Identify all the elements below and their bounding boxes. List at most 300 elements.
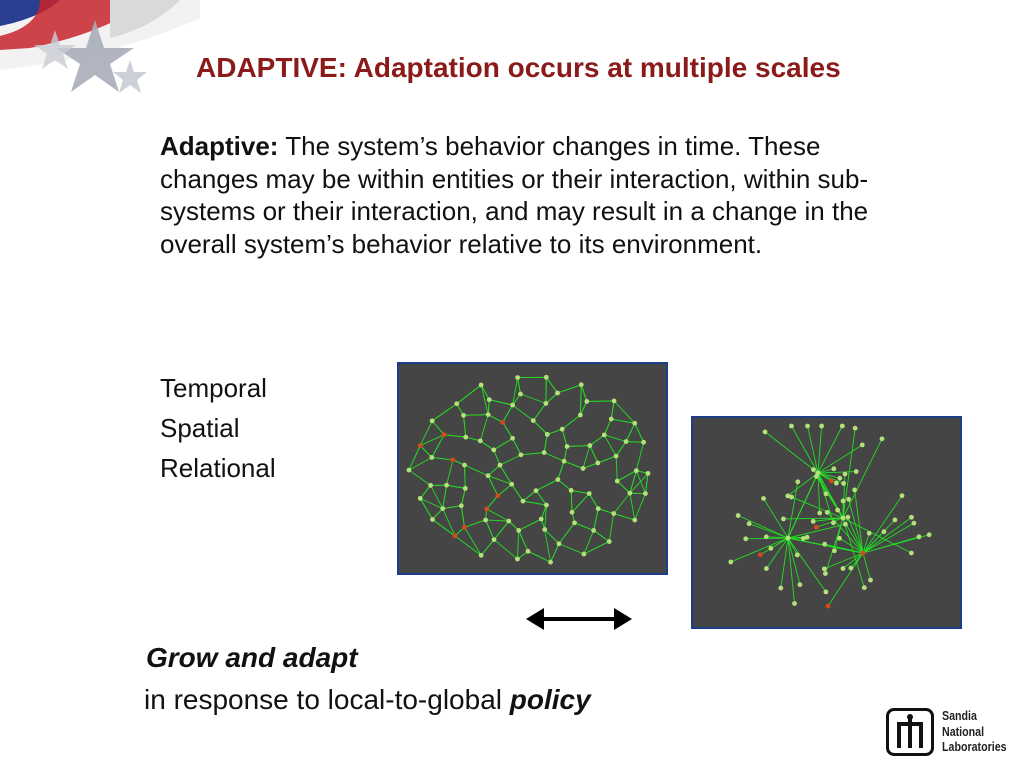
network-edge	[781, 538, 788, 588]
network-node	[846, 497, 851, 502]
network-node	[736, 513, 741, 518]
network-node	[459, 503, 464, 508]
network-edge	[517, 530, 518, 559]
network-edge	[546, 377, 557, 393]
network-node	[816, 471, 821, 476]
network-edge	[455, 536, 481, 555]
network-node	[743, 536, 748, 541]
caption-line-prefix: in response to local-to-global	[144, 684, 510, 715]
network-node	[486, 412, 491, 417]
network-edge	[519, 519, 542, 530]
network-edge	[443, 485, 447, 508]
network-node	[641, 440, 646, 445]
network-node	[837, 476, 842, 481]
network-node	[646, 471, 651, 476]
network-node	[761, 496, 766, 501]
network-edge	[609, 514, 614, 542]
network-node	[632, 421, 637, 426]
network-node	[595, 461, 600, 466]
network-node	[758, 552, 763, 557]
network-node	[867, 531, 872, 536]
network-node	[854, 469, 859, 474]
network-node	[516, 528, 521, 533]
network-node	[479, 383, 484, 388]
network-node	[492, 537, 497, 542]
network-node	[811, 467, 816, 472]
network-edge	[494, 540, 517, 559]
network-node	[487, 397, 492, 402]
network-edge	[594, 509, 599, 531]
network-edge	[558, 385, 582, 393]
network-edge	[788, 538, 800, 585]
network-node	[837, 536, 842, 541]
network-node	[768, 546, 773, 551]
network-edge	[587, 401, 614, 402]
network-edge	[635, 494, 646, 520]
network-node	[843, 472, 848, 477]
network-edge	[818, 426, 822, 473]
network-edge	[486, 520, 494, 540]
network-node	[461, 413, 466, 418]
network-edge	[420, 485, 430, 498]
network-edge	[617, 481, 630, 493]
network-edge	[604, 419, 611, 435]
network-edge	[443, 506, 462, 509]
network-edge	[447, 460, 453, 485]
network-edge	[551, 544, 559, 562]
network-node	[798, 582, 803, 587]
network-node	[861, 551, 866, 556]
network-node	[831, 520, 836, 525]
network-edge	[843, 439, 882, 518]
network-edge	[571, 490, 572, 512]
network-node	[824, 491, 829, 496]
network-edge	[559, 523, 575, 544]
network-node	[795, 479, 800, 484]
network-edge	[494, 521, 509, 540]
network-node	[491, 447, 496, 452]
network-edge	[432, 457, 453, 460]
network-node	[624, 439, 629, 444]
caption-line-emphasis: policy	[509, 684, 591, 715]
network-edge	[432, 435, 444, 458]
network-edge	[512, 484, 523, 501]
network-edge	[513, 405, 534, 421]
network-node	[509, 482, 514, 487]
network-node	[843, 522, 848, 527]
network-node	[442, 432, 447, 437]
network-edge	[447, 485, 466, 488]
network-node	[462, 525, 467, 530]
network-node	[824, 590, 829, 595]
network-edge	[843, 518, 911, 553]
network-node	[911, 521, 916, 526]
network-edge	[494, 450, 500, 465]
network-node	[817, 511, 822, 516]
network-node	[632, 518, 637, 523]
network-node	[526, 549, 531, 554]
network-edge	[626, 423, 635, 441]
network-edge	[464, 415, 489, 416]
network-node	[846, 515, 851, 520]
network-node	[557, 541, 562, 546]
network-edge	[562, 415, 580, 429]
network-edge	[536, 491, 546, 505]
network-node	[823, 571, 828, 576]
sandia-logo	[886, 706, 1014, 758]
network-edge	[614, 514, 635, 520]
network-edge	[559, 544, 584, 554]
network-node	[560, 427, 565, 432]
network-edge	[521, 394, 546, 403]
network-edge	[645, 473, 648, 493]
network-node	[440, 506, 445, 511]
network-edge	[635, 423, 644, 442]
network-edge	[498, 484, 512, 495]
definition-lead: Adaptive:	[160, 131, 279, 161]
network-edge	[544, 434, 547, 452]
network-edge	[464, 520, 485, 527]
network-edge	[598, 456, 616, 463]
network-edge	[581, 385, 587, 402]
network-edge	[432, 404, 457, 421]
network-node	[927, 532, 932, 537]
network-edge	[584, 542, 609, 554]
network-node	[581, 552, 586, 557]
logo-line-national: National	[942, 723, 985, 739]
network-node	[562, 459, 567, 464]
network-edge	[562, 429, 567, 446]
network-node	[814, 525, 819, 530]
network-edge	[409, 470, 431, 485]
network-node	[486, 473, 491, 478]
network-edge	[420, 421, 432, 446]
network-node	[495, 493, 500, 498]
network-edge	[528, 551, 551, 562]
network-node	[852, 488, 857, 493]
network-node	[825, 510, 830, 515]
network-edge	[494, 438, 513, 450]
network-node	[792, 601, 797, 606]
network-edge	[503, 405, 513, 422]
network-edge	[420, 446, 432, 458]
network-edge	[594, 530, 610, 541]
network-node	[643, 491, 648, 496]
network-edge	[616, 442, 626, 457]
network-node	[587, 443, 592, 448]
network-edge	[818, 426, 842, 473]
network-edge	[503, 422, 513, 438]
network-edge	[523, 491, 536, 501]
network-node	[778, 586, 783, 591]
network-node	[805, 424, 810, 429]
network-edge	[431, 485, 443, 508]
network-node	[454, 401, 459, 406]
network-node	[430, 418, 435, 423]
network-node	[484, 507, 489, 512]
network-node	[841, 516, 846, 521]
network-node	[534, 488, 539, 493]
network-node	[785, 493, 790, 498]
network-edge	[558, 480, 571, 491]
network-node	[764, 534, 769, 539]
scale-item-temporal: Temporal	[160, 373, 267, 403]
network-edge	[480, 441, 493, 450]
network-edge	[636, 471, 645, 494]
network-edge	[488, 415, 502, 423]
sandia-logo-text	[942, 708, 1007, 755]
network-node	[462, 463, 467, 468]
network-mesh-image	[397, 362, 668, 575]
network-node	[510, 403, 515, 408]
network-edge	[500, 455, 521, 465]
network-edge	[481, 540, 494, 556]
network-node	[596, 506, 601, 511]
network-node	[841, 566, 846, 571]
network-edge	[567, 446, 590, 447]
flag-star-decoration	[0, 0, 200, 130]
network-node	[900, 493, 905, 498]
network-node	[581, 466, 586, 471]
network-node	[569, 488, 574, 493]
network-node	[591, 528, 596, 533]
network-node	[479, 553, 484, 558]
scale-item-relational: Relational	[160, 453, 276, 483]
network-node	[628, 491, 633, 496]
network-node	[444, 483, 449, 488]
network-edge	[465, 465, 489, 476]
network-node	[909, 551, 914, 556]
network-edge	[818, 445, 862, 473]
network-edge	[863, 523, 914, 553]
network-node	[453, 534, 458, 539]
network-edge	[464, 527, 481, 555]
network-node	[518, 392, 523, 397]
network-node	[548, 560, 553, 565]
network-node	[609, 417, 614, 422]
network-node	[572, 520, 577, 525]
network-node	[545, 432, 550, 437]
network-node	[835, 508, 840, 513]
network-node	[584, 399, 589, 404]
network-node	[531, 418, 536, 423]
network-node	[555, 391, 560, 396]
network-node	[634, 468, 639, 473]
network-node	[615, 479, 620, 484]
network-node	[565, 444, 570, 449]
network-edge	[788, 482, 798, 538]
network-edge	[584, 530, 594, 554]
network-edge	[513, 438, 521, 455]
network-edge	[863, 553, 870, 580]
network-edge	[432, 421, 444, 435]
network-node	[832, 548, 837, 553]
network-node	[834, 481, 839, 486]
network-node	[789, 424, 794, 429]
logo-line-sandia: Sandia	[942, 708, 977, 723]
network-edge	[598, 509, 614, 514]
network-edge	[571, 490, 589, 493]
network-node	[515, 557, 520, 562]
network-edge	[523, 501, 547, 505]
network-edge	[589, 494, 598, 509]
network-edge	[489, 400, 512, 405]
network-node	[786, 536, 791, 541]
network-edge	[536, 480, 558, 491]
network-node	[611, 511, 616, 516]
network-node	[428, 483, 433, 488]
network-node	[418, 496, 423, 501]
network-node	[519, 452, 524, 457]
network-node	[829, 478, 834, 483]
network-edge	[558, 461, 564, 479]
slide-title: ADAPTIVE: Adaptation occurs at multiple scales	[196, 52, 841, 83]
network-node	[463, 435, 468, 440]
network-node	[853, 426, 858, 431]
network-node	[521, 499, 526, 504]
scale-item-spatial: Spatial	[160, 413, 240, 443]
network-edge	[518, 378, 521, 394]
network-node	[763, 430, 768, 435]
network-edge	[614, 493, 630, 513]
network-node	[909, 515, 914, 520]
network-edge	[464, 415, 466, 437]
network-node	[868, 578, 873, 583]
network-node	[819, 424, 824, 429]
network-node	[822, 566, 827, 571]
network-edge	[487, 509, 509, 521]
network-node	[579, 382, 584, 387]
network-node	[614, 454, 619, 459]
network-node	[543, 401, 548, 406]
network-node	[880, 436, 885, 441]
network-node	[848, 566, 853, 571]
network-edge	[533, 403, 546, 420]
network-node	[506, 519, 511, 524]
network-edge	[457, 385, 481, 404]
network-node	[430, 517, 435, 522]
network-edge	[486, 520, 509, 521]
network-node	[500, 420, 505, 425]
network-edge	[590, 446, 598, 463]
network-edge	[521, 453, 544, 455]
network-node	[418, 443, 423, 448]
scales-list	[160, 368, 276, 488]
network-edge	[487, 496, 498, 509]
network-node	[478, 438, 483, 443]
network-node	[498, 463, 503, 468]
network-hub-image	[691, 416, 962, 629]
network-edge	[583, 446, 590, 469]
network-node	[542, 450, 547, 455]
network-node	[917, 534, 922, 539]
network-edge	[420, 435, 444, 446]
network-node	[764, 566, 769, 571]
network-node	[781, 517, 786, 522]
network-node	[811, 519, 816, 524]
network-node	[539, 517, 544, 522]
network-node	[841, 499, 846, 504]
sandia-thunderbird-logo-icon	[886, 708, 934, 756]
network-edge	[409, 446, 420, 471]
network-edge	[481, 385, 489, 400]
network-node	[882, 529, 887, 534]
network-edge	[863, 496, 902, 553]
network-node	[515, 375, 520, 380]
network-node	[542, 527, 547, 532]
network-node	[795, 553, 800, 558]
network-edge	[788, 473, 818, 496]
network-node	[570, 510, 575, 515]
network-node	[831, 466, 836, 471]
network-edge	[564, 461, 583, 468]
double-arrow-icon	[524, 604, 634, 634]
definition-text: The system’s behavior changes in time. These changes may be within entities or their interaction, within sub-systems or their interaction, and may result in a change in the overall system’s behavior relative to its environment.	[160, 131, 869, 259]
network-edge	[465, 465, 466, 488]
network-edge	[444, 435, 466, 437]
network-node	[483, 518, 488, 523]
network-node	[747, 521, 752, 526]
network-node	[602, 433, 607, 438]
network-edge	[572, 494, 589, 513]
network-edge	[409, 457, 432, 470]
network-edge	[791, 426, 818, 473]
network-edge	[519, 530, 528, 551]
network-node	[860, 443, 865, 448]
network-edge	[461, 506, 464, 528]
network-node	[612, 399, 617, 404]
network-edge	[533, 421, 547, 435]
network-edge	[580, 385, 581, 415]
network-node	[587, 491, 592, 496]
network-edge	[590, 435, 604, 446]
caption-line	[144, 684, 591, 716]
network-edge	[630, 493, 635, 520]
caption-heading: Grow and adapt	[146, 642, 358, 673]
network-node	[826, 604, 831, 609]
network-edge	[828, 553, 863, 606]
network-node	[607, 539, 612, 544]
network-node	[841, 481, 846, 486]
network-edge	[461, 488, 465, 505]
network-node	[544, 375, 549, 380]
network-edge	[636, 442, 643, 470]
network-node	[840, 424, 845, 429]
network-node	[463, 486, 468, 491]
network-edge	[611, 401, 614, 419]
network-node	[578, 413, 583, 418]
network-node	[510, 436, 515, 441]
logo-line-laboratories: Laboratories	[942, 739, 1007, 754]
definition-paragraph	[160, 130, 880, 260]
network-node	[862, 585, 867, 590]
network-node	[407, 468, 412, 473]
network-node	[801, 536, 806, 541]
network-edge	[616, 456, 617, 481]
network-node	[822, 542, 827, 547]
network-edge	[544, 453, 564, 462]
network-node	[544, 503, 549, 508]
network-edge	[788, 473, 818, 538]
network-edge	[788, 538, 826, 592]
network-node	[450, 458, 455, 463]
network-node	[728, 560, 733, 565]
network-edge	[626, 442, 644, 443]
network-node	[893, 517, 898, 522]
network-edge	[480, 415, 488, 441]
network-edge	[500, 465, 512, 484]
network-node	[555, 477, 560, 482]
